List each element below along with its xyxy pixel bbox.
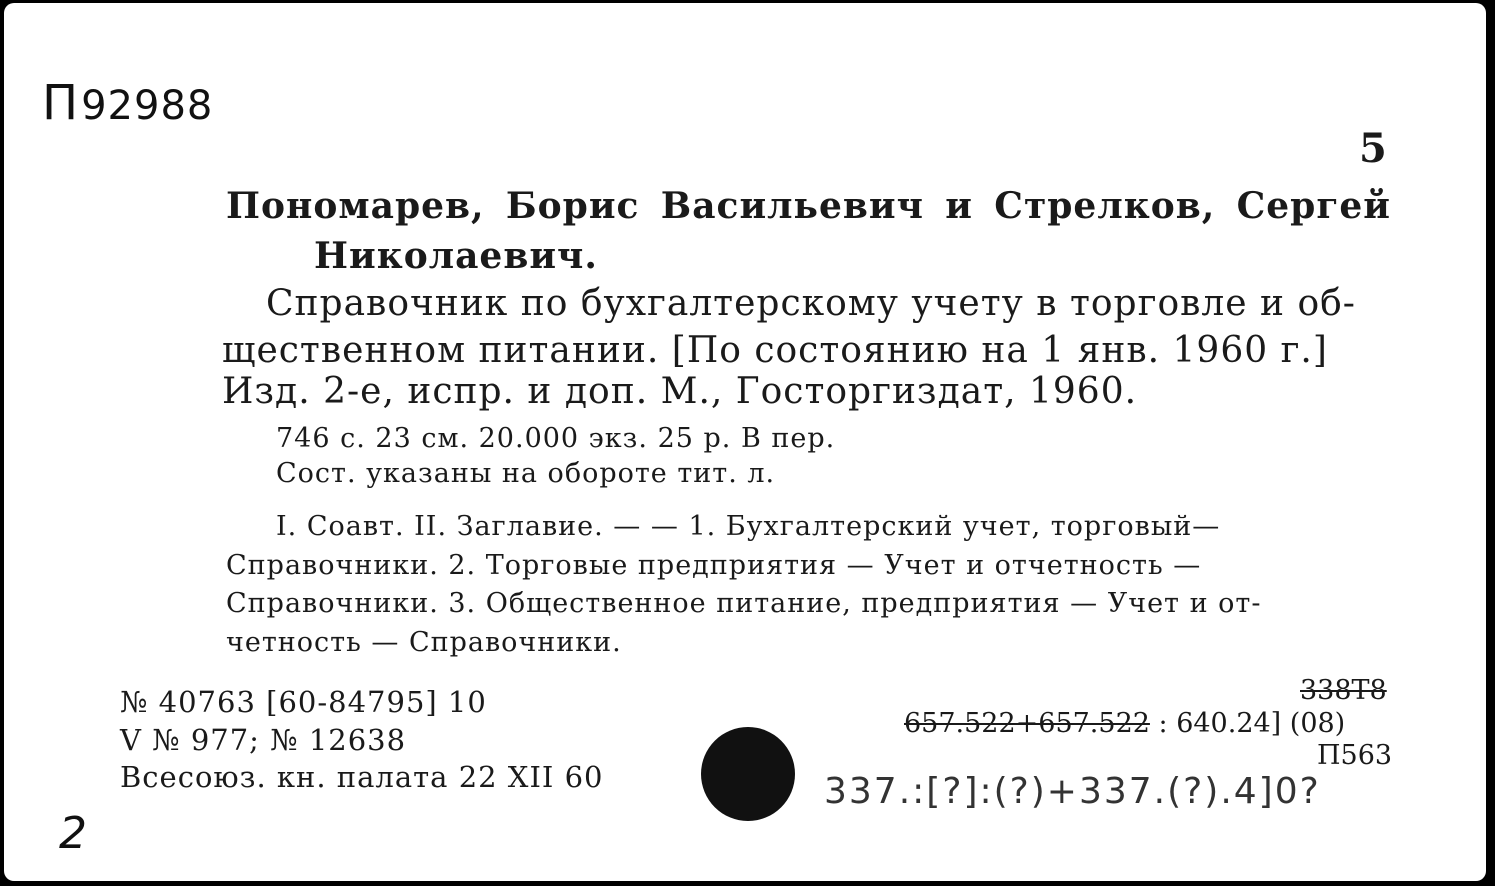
tracing-line: четность — Справочники.: [226, 627, 622, 658]
author-line-1: [226, 185, 1391, 227]
title-line: Справочник по бухгалтерскому учету в торговле и об-: [266, 283, 1356, 324]
author-word: Сергей: [1236, 185, 1391, 227]
imprint-line: Изд. 2-е, испр. и доп. М., Госторгиздат, 1960.: [222, 371, 1138, 412]
tracing-line: Справочники. 3. Общественное питание, предприятия — Учет и от-: [226, 588, 1262, 619]
author-word: Васильевич: [660, 185, 924, 227]
author-word: Стрелков,: [994, 185, 1216, 227]
classification-struck: 657.522+657.522: [904, 708, 1150, 739]
struck-code: 338Т8: [1300, 675, 1387, 706]
title-line: щественном питании. [По состоянию на 1 янв. 1960 г.]: [222, 330, 1328, 371]
handwritten-number: 2: [59, 808, 87, 859]
card-number: 5: [1359, 125, 1387, 172]
classification-index: [904, 708, 1345, 739]
punch-hole: [701, 727, 795, 821]
call-number-value: 92988: [81, 83, 214, 129]
handwritten-classification: 337.:[?]:(?)+337.(?).4]0?: [824, 771, 1321, 812]
tracing-line: I. Соавт. II. Заглавие. — — 1. Бухгалтерский учет, торговый—: [276, 511, 1221, 542]
call-number-prefix: П: [42, 75, 78, 131]
author-word: Борис: [505, 185, 640, 227]
author-word: и: [945, 185, 973, 227]
collation-line: 746 с. 23 см. 20.000 экз. 25 р. В пер.: [276, 423, 836, 454]
chamber-line: Всесоюз. кн. палата 22 XII 60: [120, 760, 604, 794]
author-line-2: Николаевич.: [314, 235, 598, 277]
tracing-line: Справочники. 2. Торговые предприятия — Учет и отчетность —: [226, 550, 1202, 581]
call-number: [42, 75, 213, 131]
registration-line: V № 977; № 12638: [120, 723, 407, 757]
author-mark: П563: [1317, 740, 1393, 771]
catalog-card: [4, 3, 1486, 881]
registration-number: № 40763 [60-84795] 10: [120, 685, 487, 719]
author-word: Пономарев,: [226, 185, 485, 227]
classification-rest: : 640.24] (08): [1149, 708, 1346, 739]
compilers-note: Сост. указаны на обороте тит. л.: [276, 458, 776, 489]
